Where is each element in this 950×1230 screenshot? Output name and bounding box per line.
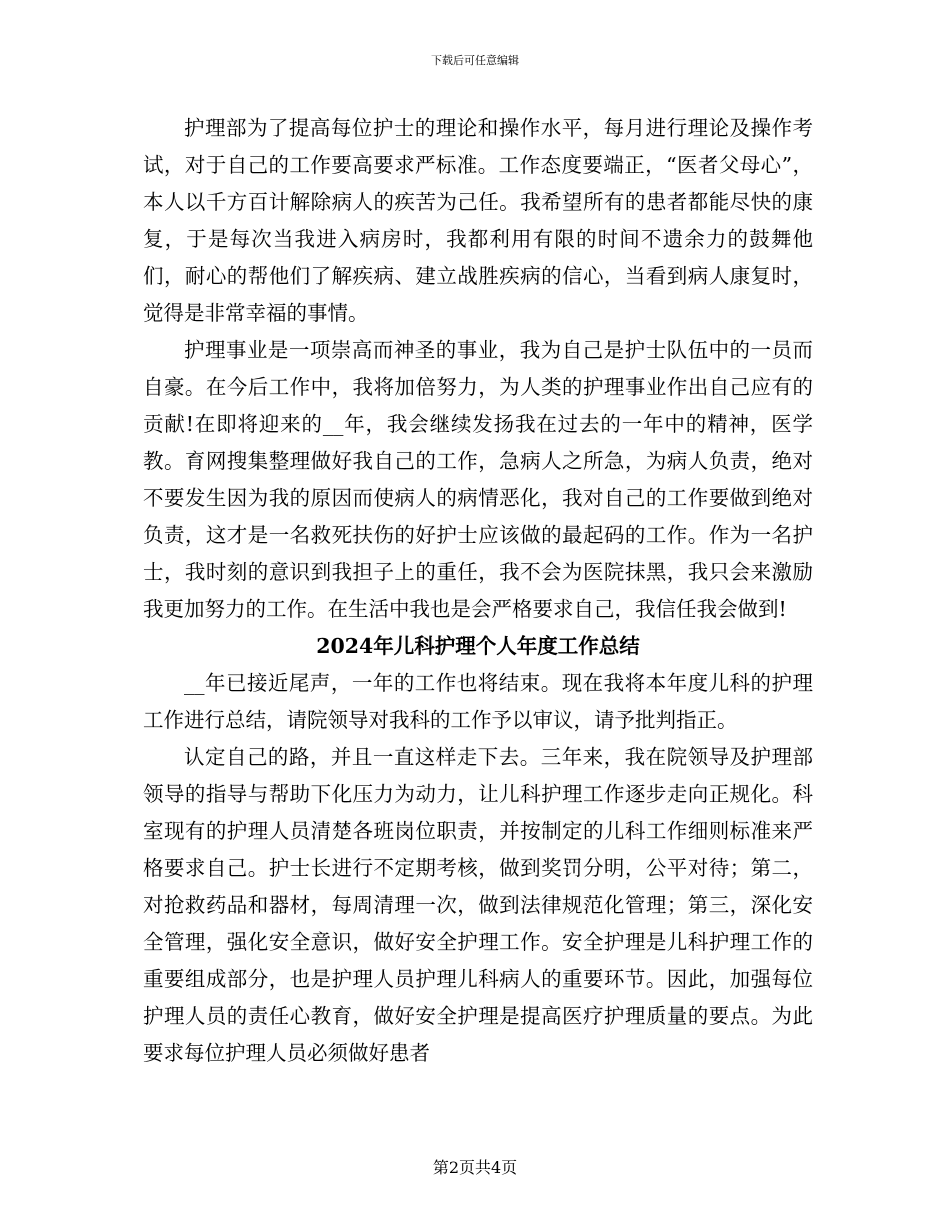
paragraph-year-end: __年已接近尾声，一年的工作也将结束。现在我将本年度儿科的护理工作进行总结，请院领导对我科的工作予以审议，请予批判指正。 [143, 671, 813, 732]
paragraph-pediatric-management: 认定自己的路，并且一直这样走下去。三年来，我在院领导及护理部领导的指导与帮助下化压力为动力，让儿科护理工作逐步走向正规化。科室现有的护理人员清楚各班岗位职责，并按制定的儿科工作细则标准来严格要求自己。护士长进行不定期考核，做到奖罚分明，公平对待；第二，对抢救药品和器材，每周清理一次，做到法律规范化管理；第三，深化安全管理，强化安全意识，做好安全护理工作。安全护理是儿科护理工作的重要组成部分，也是护理人员护理儿科病人的重要环节。因此，加强每位护理人员的责任心教育，做好安全护理是提高医疗护理质量的要点。为此要求每位护理人员必须做好患者 [143, 745, 813, 1065]
section-title: 2024年儿科护理个人年度工作总结 [316, 634, 640, 658]
paragraph-nursing-career: 护理事业是一项崇高而神圣的事业，我为自己是护士队伍中的一员而自豪。在今后工作中，我将加倍努力，为人类的护理事业作出自己应有的贡献!在即将迎来的__年，我会继续发扬我在过去的一年中的精神，医学教。育网搜集整理做好我自己的工作，急病人之所急，为病人负责，绝对不要发生因为我的原因而使病人的病情恶化，我对自己的工作要做到绝对负责，这才是一名救死扶伤的好护士应该做的最起码的工作。作为一名护士，我时刻的意识到我担子上的重任，我不会为医院抹黑，我只会来激励我更加努力的工作。在生活中我也是会严格要求自己，我信任我会做到! [143, 338, 813, 621]
document-body [143, 110, 813, 1072]
page-header-note: 下载后可任意编辑 [431, 54, 519, 67]
page-number: 第2页共4页 [432, 1158, 518, 1177]
paragraph-nursing-exams: 护理部为了提高每位护士的理论和操作水平，每月进行理论及操作考试，对于自己的工作要高要求严标准。工作态度要端正，“医者父母心”，本人以千方百计解除病人的疾苦为己任。我希望所有的患者都能尽快的康复，于是每次当我进入病房时，我都利用有限的时间不遗余力的鼓舞他们，耐心的帮他们了解疾病、建立战胜疾病的信心，当看到病人康复时，觉得是非常幸福的事情。 [143, 116, 813, 325]
